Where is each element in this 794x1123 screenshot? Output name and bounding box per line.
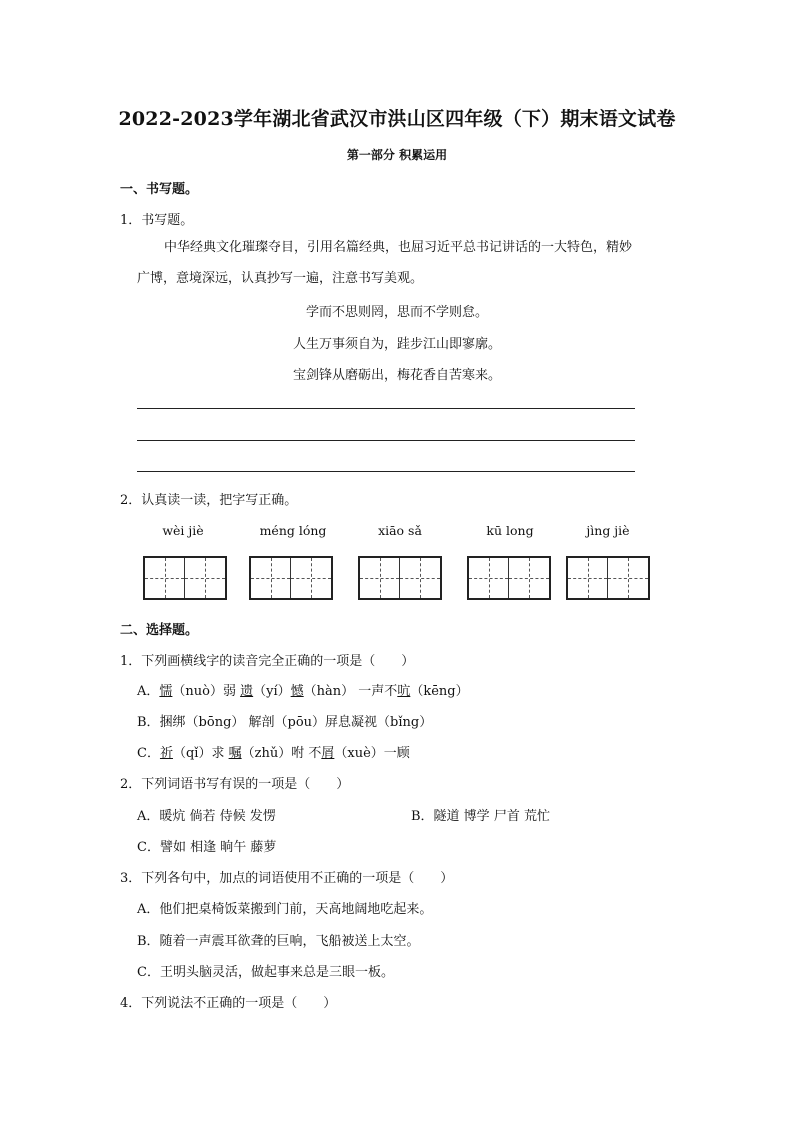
poem-line-1: 学而不思则罔，思而不学则怠。	[305, 305, 488, 320]
underlined-char: 遗	[240, 684, 254, 699]
question-2-label: 2．认真读一读，把字写正确。	[120, 493, 298, 508]
tianzige-cell[interactable]	[608, 558, 648, 598]
pinyin-label-2: méng lóng	[259, 523, 327, 538]
pinyin-label-4: kū long	[486, 523, 534, 538]
option-text: （qǐ）求	[172, 746, 229, 761]
underlined-char: 吭	[397, 684, 411, 699]
option-text: （yí）	[253, 684, 291, 699]
tianzige-box-4[interactable]	[467, 556, 551, 600]
underlined-char: 祈	[159, 746, 173, 761]
question-1-paragraph-line-2: 广博，意境深远，认真抄写一遍，注意书写美观。	[137, 271, 424, 286]
writing-line-1[interactable]	[137, 408, 635, 409]
choice-question-3-label: 3．下列各句中，加点的词语使用不正确的一项是（ ）	[120, 871, 454, 886]
underlined-char: 懦	[159, 684, 173, 699]
tianzige-cell[interactable]	[145, 558, 185, 598]
choice-q3-option-a[interactable]: A．他们把桌椅饭菜搬到门前，天高地阔地吃起来。	[137, 902, 433, 917]
tianzige-box-5[interactable]	[566, 556, 650, 600]
tianzige-cell[interactable]	[509, 558, 549, 598]
option-text: （kēng）	[410, 684, 469, 699]
option-text: （zhǔ）咐 不	[241, 746, 322, 761]
choice-question-1-label: 1．下列画横线字的读音完全正确的一项是（ ）	[120, 654, 415, 669]
tianzige-cell[interactable]	[291, 558, 331, 598]
poem-line-3: 宝剑锋从磨砺出，梅花香自苦寒来。	[292, 368, 501, 383]
tianzige-cell[interactable]	[251, 558, 291, 598]
writing-line-3[interactable]	[137, 471, 635, 472]
tianzige-cell[interactable]	[360, 558, 400, 598]
pinyin-label-5: jìng jiè	[586, 523, 630, 538]
pinyin-label-3: xiāo sǎ	[378, 523, 422, 538]
choice-question-2-label: 2．下列词语书写有误的一项是（ ）	[120, 777, 350, 792]
option-prefix: A．	[137, 684, 160, 699]
choice-q1-option-b[interactable]: B．捆绑（bōng） 解剖（pōu）屏息凝视（bǐng）	[137, 715, 433, 730]
tianzige-cell[interactable]	[400, 558, 440, 598]
poem-line-2: 人生万事须自为，跬步江山即寥廓。	[292, 337, 501, 352]
choice-q3-option-b[interactable]: B．随着一声震耳欲聋的巨响，飞船被送上太空。	[137, 934, 420, 949]
question-1-paragraph-line-1: 中华经典文化璀璨夺目，引用名篇经典，也屈习近平总书记讲话的一大特色，精妙	[164, 240, 633, 255]
tianzige-box-1[interactable]	[143, 556, 227, 600]
pinyin-label-1: wèi jiè	[162, 523, 204, 538]
tianzige-cell[interactable]	[568, 558, 608, 598]
tianzige-cell[interactable]	[469, 558, 509, 598]
question-1-label: 1．书写题。	[120, 213, 194, 228]
writing-line-2[interactable]	[137, 440, 635, 441]
option-prefix: C．	[137, 746, 160, 761]
choice-q2-option-c[interactable]: C．譬如 相逢 晌午 藤萝	[137, 840, 277, 855]
option-text: （xuè）一顾	[334, 746, 410, 761]
underlined-char: 嘱	[228, 746, 242, 761]
tianzige-box-3[interactable]	[358, 556, 442, 600]
tianzige-cell[interactable]	[185, 558, 225, 598]
section-heading-choice: 二、选择题。	[120, 623, 199, 638]
exam-title: 2022-2023学年湖北省武汉市洪山区四年级（下）期末语文试卷	[118, 108, 676, 130]
choice-q2-option-a[interactable]: A．暖炕 倘若 侍候 发愣	[137, 809, 276, 824]
option-text: （hàn） 一声不	[303, 684, 398, 699]
choice-q2-option-b[interactable]: B．隧道 博学 尸首 荒忙	[411, 809, 550, 824]
choice-q1-option-a[interactable]	[137, 680, 469, 699]
choice-question-4-label: 4．下列说法不正确的一项是（ ）	[120, 996, 337, 1011]
underlined-char: 憾	[290, 684, 304, 699]
section-heading-writing: 一、书写题。	[120, 182, 199, 197]
tianzige-box-2[interactable]	[249, 556, 333, 600]
underlined-char: 屑	[321, 746, 335, 761]
option-text: （nuò）弱	[172, 684, 241, 699]
part-subtitle: 第一部分 积累运用	[346, 148, 448, 162]
choice-q3-option-c[interactable]: C．王明头脑灵活，做起事来总是三眼一板。	[137, 965, 394, 980]
choice-q1-option-c[interactable]	[137, 742, 410, 761]
